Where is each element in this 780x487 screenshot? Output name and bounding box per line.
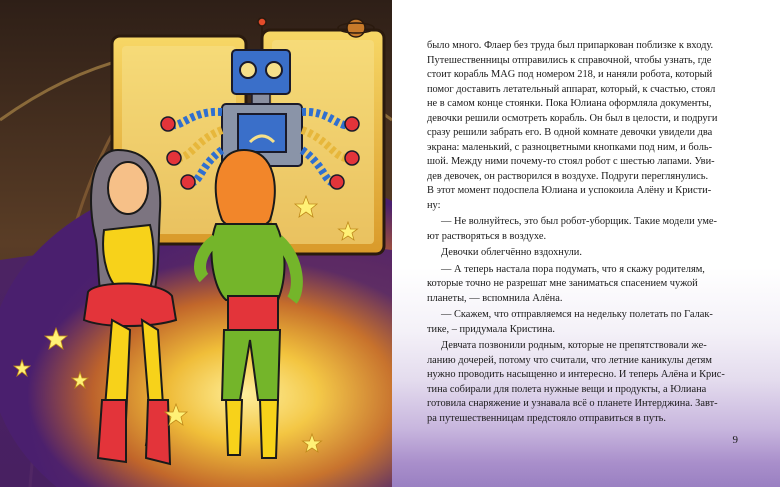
story-text — [427, 39, 753, 426]
text-line: готовила снаряжение и узнавала всё о планете Интерджина. Завт- — [427, 398, 718, 409]
page-number: 9 — [732, 434, 738, 446]
text-line: В этот момент подоспела Юлиана и успокоила Алёну и Кристи- — [427, 185, 712, 196]
text-line: ну: — [427, 199, 441, 211]
text-line: ланию дочерей, потому что считали, что летние каникулы детям — [427, 354, 712, 366]
text-line: ют растворяться в воздухе. — [427, 230, 547, 242]
text-line: Путешественницы отправились к справочной, чтобы узнать, где — [427, 54, 712, 66]
text-line: сразу решили забрать его. В одной комнате девочки увидели два — [427, 127, 713, 138]
text-line: — Не волнуйтесь, это был робот-уборщик. Такие модели уме- — [441, 216, 717, 227]
text-line: планеты, — вспомнила Алёна. — [427, 292, 563, 304]
text-line: экрана: маленький, с разноцветными кнопками под ним, и боль- — [427, 141, 713, 153]
text-line: тина собирали для полета нужные вещи и продукты, а Юлиана — [427, 383, 707, 395]
text-line: Девочки облегчённо вздохнули. — [441, 247, 582, 258]
text-line: девочки решили осмотреть корабль. Он был в целости, и подруги — [427, 112, 718, 124]
text-line: ра путешественницам предстояло отправиться в путь. — [427, 412, 666, 424]
text-line: помог доставить летательный аппарат, который, к счастью, стоял — [427, 83, 716, 95]
text-line: было много. Флаер без труда был припаркован поблизке к входу. — [427, 40, 714, 51]
text-line: которые точно не разрешат мне заниматься спасением чужой — [427, 278, 698, 289]
text-line: — Скажем, что отправляемся на недельку полетать по Галак- — [441, 309, 713, 320]
text-line: Девчата позвонили родным, которые не препятствовали же- — [441, 340, 707, 351]
text-line: нужно проводить насыщенно и интересно. И теперь Алёна и Крис- — [427, 369, 725, 380]
text-page — [392, 0, 780, 487]
text-line: шой. Между ними почему-то стоял робот с шестью лапами. Уви- — [427, 156, 715, 167]
text-line: не в самом конце стоянки. Пока Юлиана оформляла документы, — [427, 98, 712, 109]
text-line: тике, – придумала Кристина. — [427, 323, 555, 335]
text-line: дев девочек, он растворился в воздухе. Подруги переглянулись. — [427, 170, 709, 182]
text-line: стоит корабль MAG под номером 218, и наняли робота, который — [427, 69, 713, 80]
text-line: — А теперь настала пора подумать, что я скажу родителям, — [441, 263, 705, 275]
